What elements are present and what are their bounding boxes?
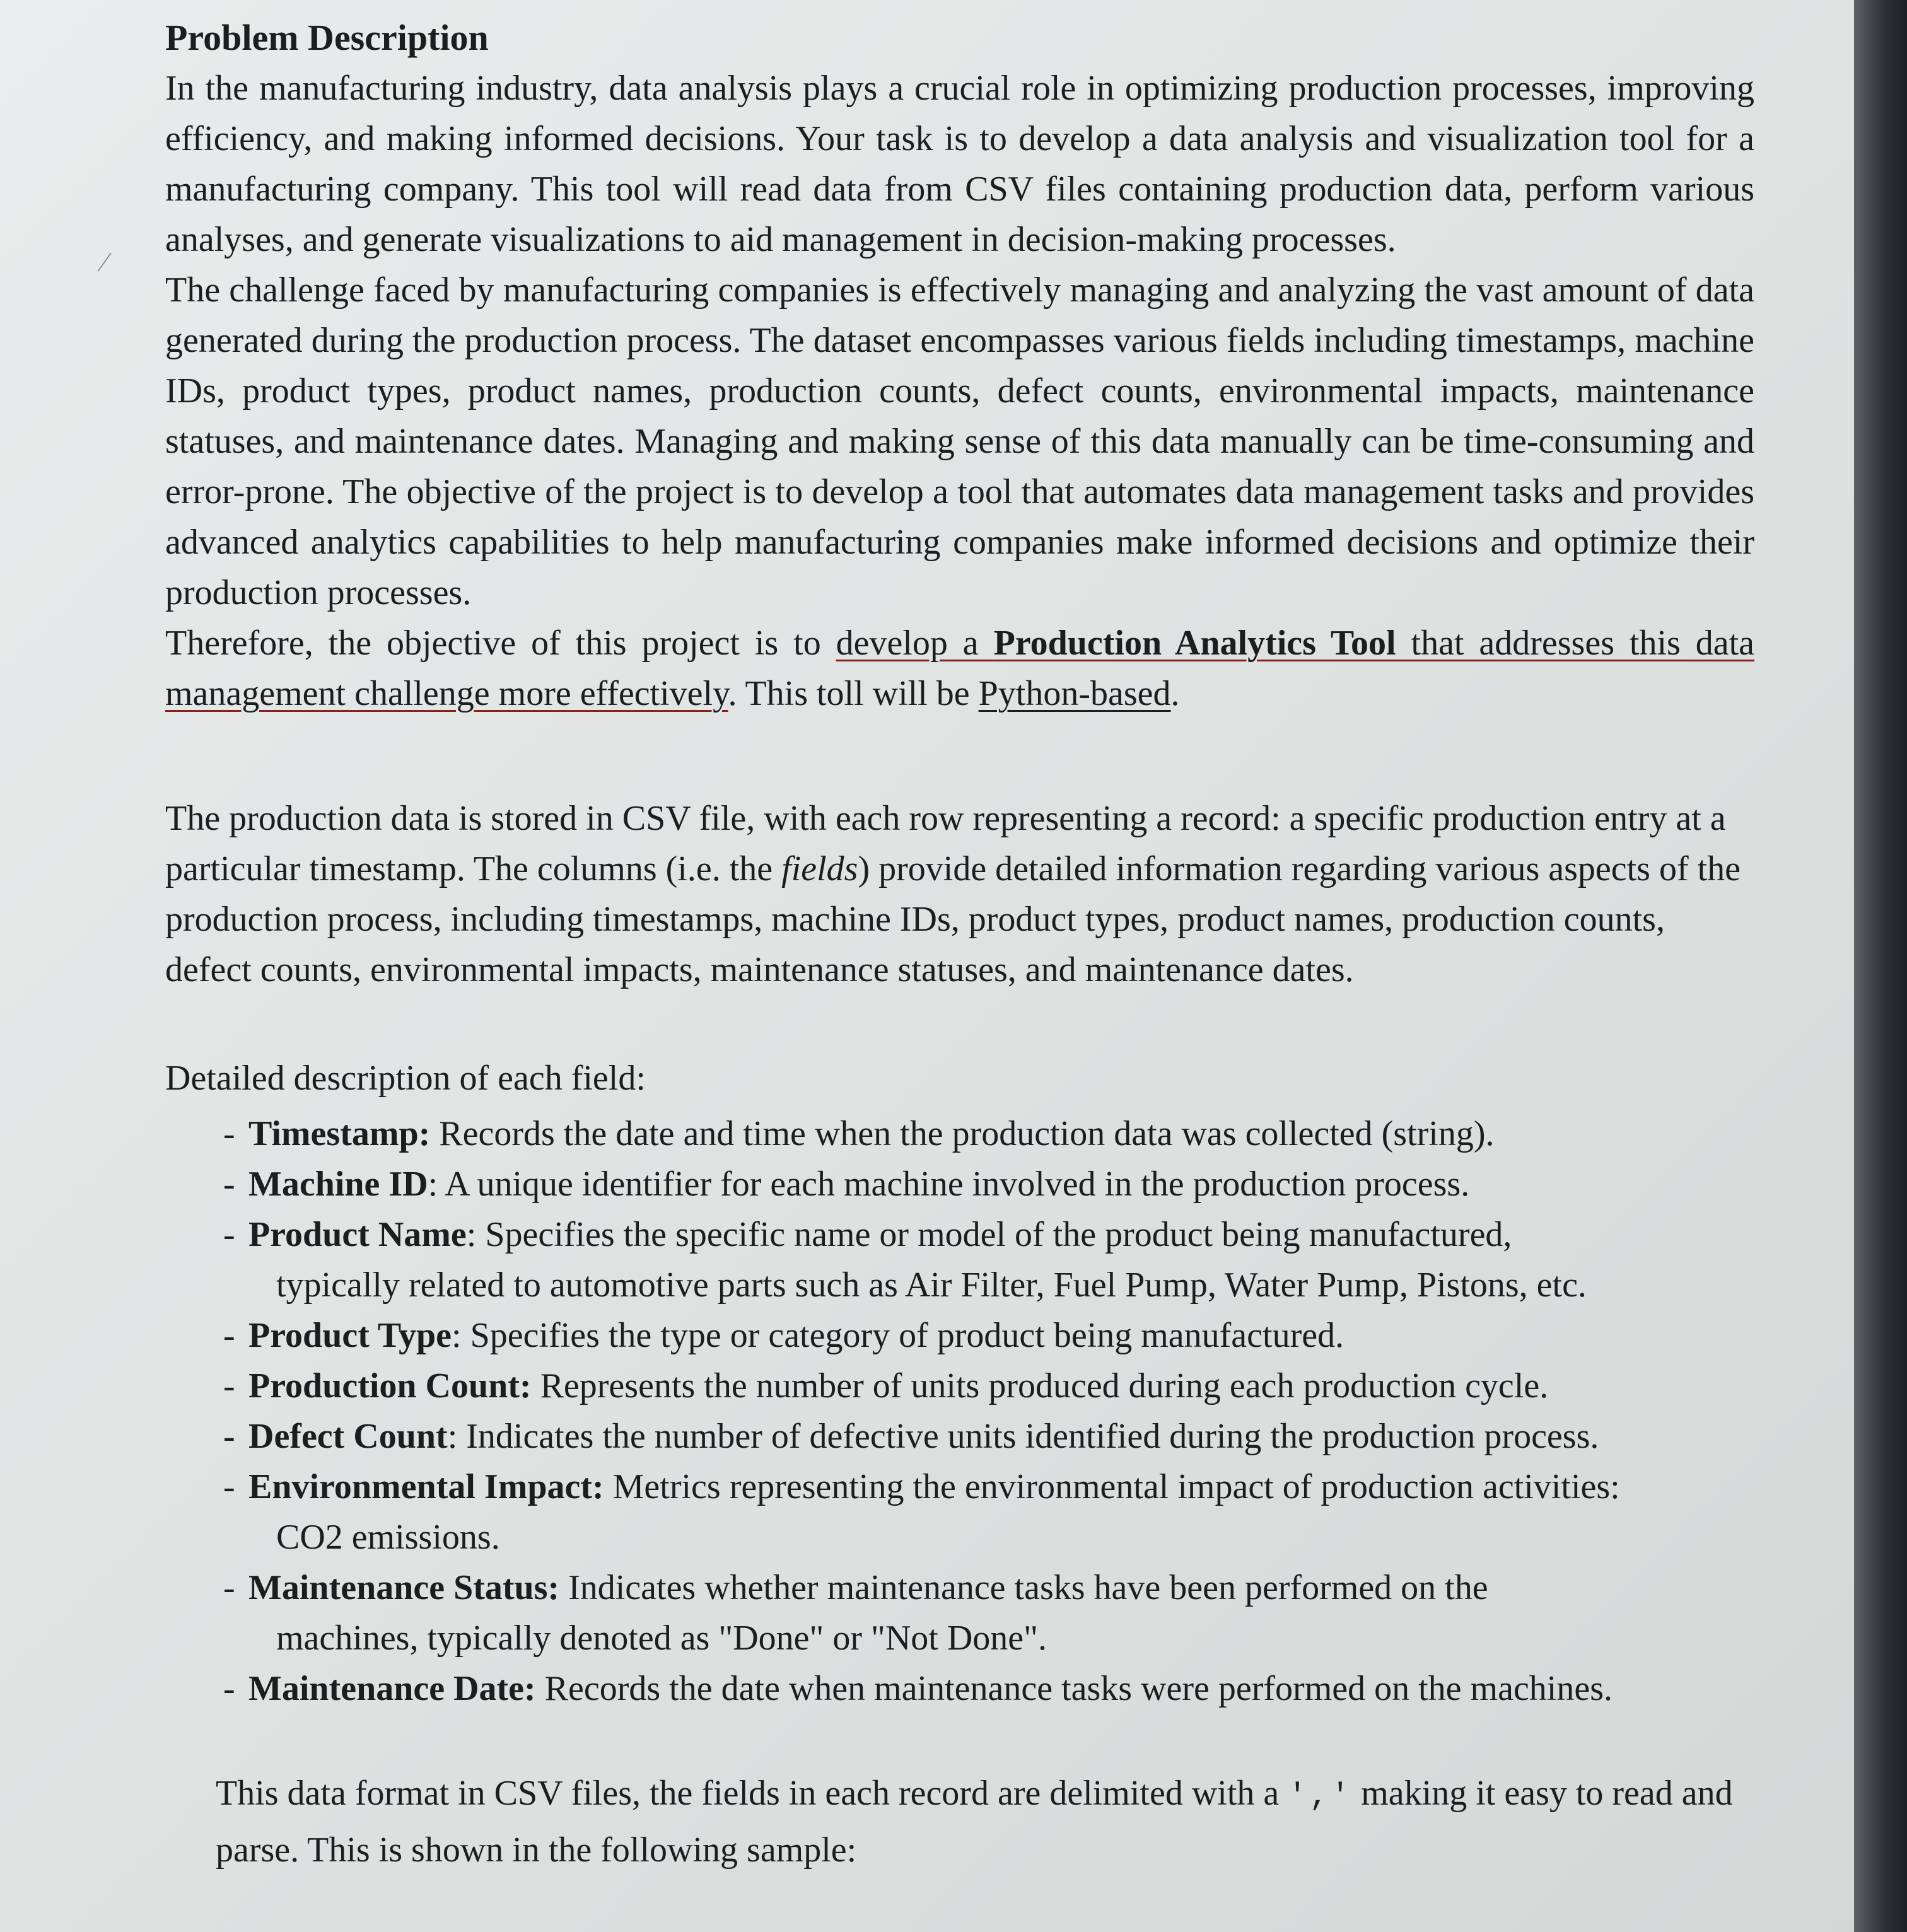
field-desc: Represents the number of units produced during each production cycle. bbox=[531, 1366, 1549, 1405]
field-product-type: - Product Type: Specifies the type or category of product being manufactured. bbox=[223, 1316, 1344, 1355]
fields-heading: Detailed description of each field: bbox=[165, 1059, 646, 1098]
field-desc-continued: typically related to automotive parts such as Air Filter, Fuel Pump, Water Pump, Pistons, etc. bbox=[276, 1266, 1587, 1305]
field-desc-continued: machines, typically denoted as "Done" or "Not Done". bbox=[276, 1619, 1047, 1658]
field-desc: Metrics representing the environmental impact of production activities: bbox=[604, 1467, 1620, 1506]
objective-lead: Therefore, the objective of this project is to bbox=[165, 624, 836, 663]
delimiter-symbol: ',' bbox=[1288, 1779, 1353, 1815]
field-name: Timestamp: bbox=[248, 1114, 431, 1153]
field-name: Environmental Impact: bbox=[248, 1467, 604, 1506]
field-defect-count: - Defect Count: Indicates the number of defective units identified during the production process. bbox=[223, 1417, 1599, 1456]
objective-after: . This toll will be bbox=[728, 674, 979, 713]
tool-name: Production Analytics Tool bbox=[993, 624, 1396, 663]
field-environmental-impact: - Environmental Impact: Metrics representing the environmental impact of production activities: CO2 emissions. bbox=[165, 1462, 1729, 1562]
field-name: Maintenance Date: bbox=[248, 1669, 536, 1708]
field-name: Product Type bbox=[248, 1316, 452, 1355]
field-description-list bbox=[165, 1109, 1754, 1714]
objective-paragraph: Therefore, the objective of this project is to develop a Production Analytics Tool that addresses this data management challenge more effectively. This toll will be Python-based. bbox=[165, 624, 1754, 713]
field-desc: Records the date and time when the production data was collected (string). bbox=[430, 1114, 1495, 1153]
page-edge-shadow bbox=[1854, 0, 1907, 1932]
field-maintenance-date: - Maintenance Date: Records the date when maintenance tasks were performed on the machines. bbox=[223, 1669, 1612, 1708]
field-desc: Indicates whether maintenance tasks have been performed on the bbox=[559, 1568, 1488, 1607]
field-product-name: - Product Name: Specifies the specific name or model of the product being manufactured, typically related to automotive parts such as Air Filter, Fuel Pump, Water Pump, Pistons, etc. bbox=[165, 1209, 1729, 1310]
closing-paragraph: This data format in CSV files, the fields in each record are delimited with a ',' making it easy to read and parse. This is shown in the following sample: bbox=[216, 1774, 1733, 1870]
field-machine-id: - Machine ID: A unique identifier for each machine involved in the production process. bbox=[223, 1165, 1470, 1204]
field-desc: : Specifies the type or category of product being manufactured. bbox=[452, 1316, 1344, 1355]
objective-underlined-text: develop a Production Analytics Tool that addresses this data management challenge more effectively bbox=[165, 624, 1754, 713]
field-name: Production Count: bbox=[248, 1366, 532, 1405]
field-desc: : A unique identifier for each machine involved in the production process. bbox=[428, 1165, 1470, 1204]
field-name: Product Name bbox=[248, 1215, 467, 1254]
field-desc: Records the date when maintenance tasks were performed on the machines. bbox=[535, 1669, 1612, 1708]
field-desc: : Specifies the specific name or model of the product being manufactured, bbox=[466, 1215, 1512, 1254]
field-production-count: - Production Count: Represents the number of units produced during each production cycle. bbox=[223, 1366, 1549, 1405]
python-based-text: Python-based bbox=[978, 674, 1171, 713]
heading-problem-description: Problem Description bbox=[165, 17, 489, 58]
field-maintenance-status: - Maintenance Status: Indicates whether maintenance tasks have been performed on the machines, typically denoted as "Done" or "Not Done". bbox=[165, 1562, 1729, 1663]
challenge-paragraph: The challenge faced by manufacturing companies is effectively managing and analyzing the vast amount of data generated during the production process. The dataset encompasses various fields including timestamps, machine IDs, product types, product names, production counts, defect counts, environmental impacts, maintenance statuses, and maintenance dates. Managing and making sense of this data manually can be time-consuming and error-prone. The objective of the project is to develop a tool that automates data management tasks and provides advanced analytics capabilities to help manufacturing companies make informed decisions and optimize their production processes. bbox=[165, 271, 1754, 612]
storage-paragraph: The production data is stored in CSV file, with each row representing a record: a specific production entry at a particular timestamp. The columns (i.e. the fields) provide detailed information regarding various aspects of the production process, including timestamps, machine IDs, product types, product names, production counts, defect counts, environmental impacts, maintenance statuses, and maintenance dates. bbox=[165, 799, 1741, 989]
field-desc: : Indicates the number of defective units identified during the production process. bbox=[447, 1417, 1599, 1456]
fields-word: fields bbox=[781, 849, 858, 888]
document-body bbox=[165, 13, 1754, 1912]
field-name: Defect Count bbox=[248, 1417, 448, 1456]
field-timestamp: - Timestamp: Records the date and time when the production data was collected (string). bbox=[223, 1114, 1495, 1153]
field-desc-continued: CO2 emissions. bbox=[276, 1518, 500, 1557]
field-name: Maintenance Status: bbox=[248, 1568, 560, 1607]
intro-paragraph: In the manufacturing industry, data analysis plays a crucial role in optimizing production processes, improving efficiency, and making informed decisions. Your task is to develop a data analysis and visualization tool for a manufacturing company. This tool will read data from CSV files containing production data, perform various analyses, and generate visualizations to aid management in decision-making processes. bbox=[165, 69, 1754, 259]
field-name: Machine ID bbox=[248, 1165, 428, 1204]
margin-tick-mark: ⁄ bbox=[102, 247, 107, 277]
